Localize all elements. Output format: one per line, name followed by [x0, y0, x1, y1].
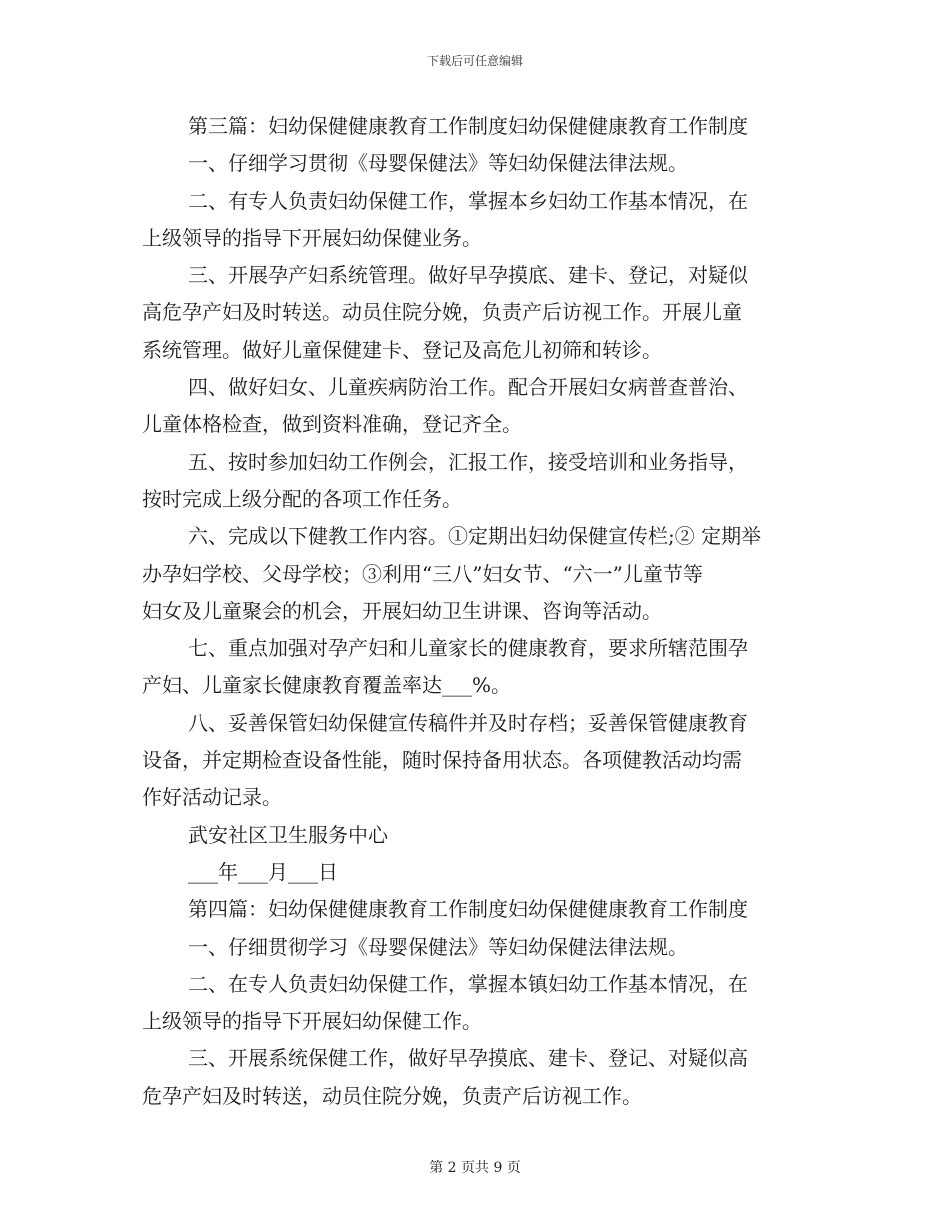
text-line: 六、完成以下健教工作内容。①定期出妇幼保健宣传栏;② 定期举: [188, 524, 762, 549]
text-line: 第三篇：妇幼保健健康教育工作制度妇幼保健健康教育工作制度: [188, 114, 748, 138]
text-line: 三、开展孕产妇系统管理。做好早孕摸底、建卡、登记，对疑似: [188, 263, 748, 288]
text-line: 系统管理。做好儿童保健建卡、登记及高危儿初筛和转诊。: [142, 337, 662, 362]
text-line: 一、仔细贯彻学习《母婴保健法》等妇幼保健法律法规。: [188, 934, 688, 959]
text-line: 危孕产妇及时转送，动员住院分娩，负责产后访视工作。: [142, 1083, 642, 1108]
text-line: 七、重点加强对孕产妇和儿童家长的健康教育，要求所辖范围孕: [188, 636, 748, 661]
text-line: 设备，并定期检查设备性能，随时保持备用状态。各项健教活动均需: [142, 748, 742, 773]
text-line: 五、按时参加妇幼工作例会，汇报工作，接受培训和业务指导，: [188, 449, 748, 474]
text-line: 四、做好妇女、儿童疾病防治工作。配合开展妇女病普查普治、: [188, 375, 748, 400]
text-line: 武安社区卫生服务中心: [188, 822, 388, 847]
text-line: 二、在专人负责妇幼保健工作，掌握本镇妇幼工作基本情况，在: [188, 971, 748, 996]
text-line: 作好活动记录。: [142, 785, 282, 810]
text-line: 按时完成上级分配的各项工作任务。: [142, 486, 462, 511]
page-footer: 第 2 页共 9 页: [429, 1160, 521, 1176]
text-line: ___年___月___日: [188, 859, 338, 884]
text-line: 儿童体格检查，做到资料准确，登记齐全。: [142, 412, 522, 437]
text-line: 三、开展系统保健工作，做好早孕摸底、建卡、登记、对疑似高: [188, 1046, 748, 1071]
text-line: 八、妥善保管妇幼保健宣传稿件并及时存档；妥善保管健康教育: [188, 710, 748, 735]
text-line: 二、有专人负责妇幼保健工作，掌握本乡妇幼工作基本情况，在: [188, 188, 748, 213]
text-line: 上级领导的指导下开展妇幼保健业务。: [142, 225, 482, 250]
text-line: 上级领导的指导下开展妇幼保健工作。: [142, 1009, 482, 1034]
text-line: 妇女及儿童聚会的机会，开展妇幼卫生讲课、咨询等活动。: [142, 598, 662, 623]
text-line: 产妇、儿童家长健康教育覆盖率达___%。: [142, 673, 512, 698]
text-line: 一、仔细学习贯彻《母婴保健法》等妇幼保健法律法规。: [188, 151, 688, 176]
text-line: 第四篇：妇幼保健健康教育工作制度妇幼保健健康教育工作制度: [188, 897, 748, 922]
text-line: 高危孕产妇及时转送。动员住院分娩，负责产后访视工作。开展儿童: [142, 300, 742, 325]
document-body: [142, 108, 812, 1115]
page-header: 下载后可任意编辑: [426, 54, 523, 68]
text-line: 办孕妇学校、父母学校；③利用“三八”妇女节、“六一”儿童节等: [142, 561, 703, 586]
